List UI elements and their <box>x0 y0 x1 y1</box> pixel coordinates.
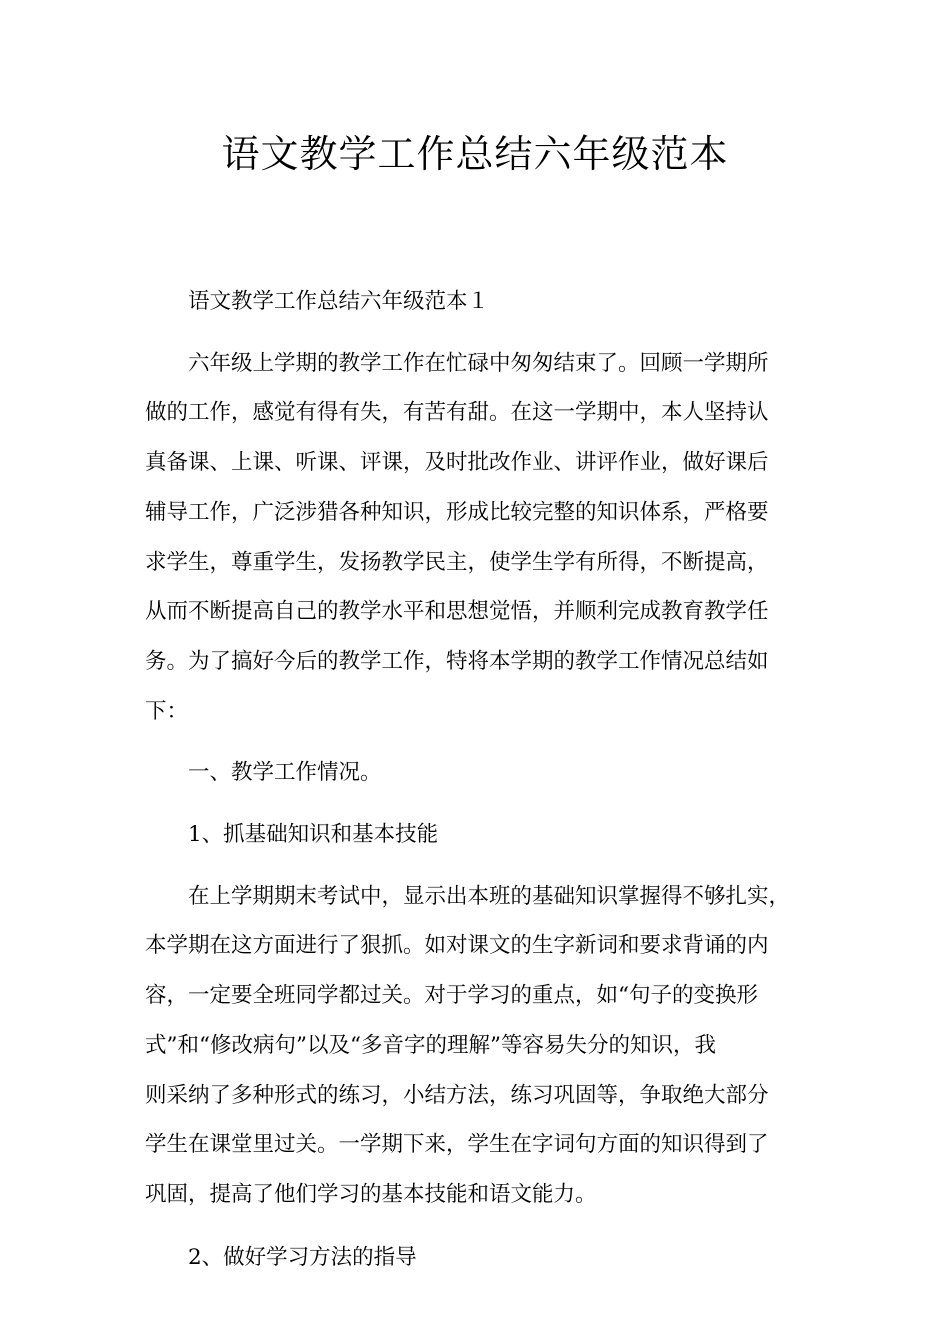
paragraph-line: 辅导工作，广泛涉猎各种知识，形成比较完整的知识体系，严格要 <box>145 499 769 525</box>
paragraph-line: 巩固，提高了他们学习的基本技能和语文能力。 <box>145 1181 597 1207</box>
paragraph-line: 式”和“修改病句”以及“多音字的理解”等容易失分的知识，我 <box>145 1032 716 1058</box>
paragraph-line: 学生在课堂里过关。一学期下来，学生在字词句方面的知识得到了 <box>145 1132 769 1158</box>
document-title: 语文教学工作总结六年级范本 <box>221 132 729 176</box>
paragraph-line: 做的工作，感觉有得有失，有苦有甜。在这一学期中，本人坚持认 <box>145 400 769 426</box>
paragraph-line: 下： <box>145 698 189 724</box>
subsection-heading: 1、抓基础知识和基本技能 <box>188 822 439 848</box>
document-body <box>145 277 813 1282</box>
paragraph-line: 从而不断提高自己的教学水平和思想觉悟，并顺利完成教育教学任 <box>145 599 769 625</box>
paragraph-line: 务。为了搞好今后的教学工作，特将本学期的教学工作情况总结如 <box>145 648 769 674</box>
paragraph-line: 求学生，尊重学生，发扬教学民主，使学生学有所得，不断提高， <box>145 549 769 575</box>
section-heading: 语文教学工作总结六年级范本１ <box>188 289 490 314</box>
section-heading: 一、教学工作情况。 <box>188 760 382 786</box>
paragraph-line: 真备课、上课、听课、评课，及时批改作业、讲评作业，做好课后 <box>145 450 769 476</box>
paragraph-line: 在上学期期末考试中，显示出本班的基础知识掌握得不够扎实， <box>188 883 791 909</box>
paragraph-line: 六年级上学期的教学工作在忙碌中匆匆结束了。回顾一学期所 <box>188 350 769 376</box>
subsection-heading: 2、做好学习方法的指导 <box>188 1244 417 1270</box>
paragraph-line: 本学期在这方面进行了狠抓。如对课文的生字新词和要求背诵的内 <box>145 933 769 959</box>
paragraph-line: 则采纳了多种形式的练习，小结方法，练习巩固等，争取绝大部分 <box>145 1082 769 1108</box>
paragraph-line: 容，一定要全班同学都过关。对于学习的重点，如“句子的变换形 <box>145 983 758 1009</box>
